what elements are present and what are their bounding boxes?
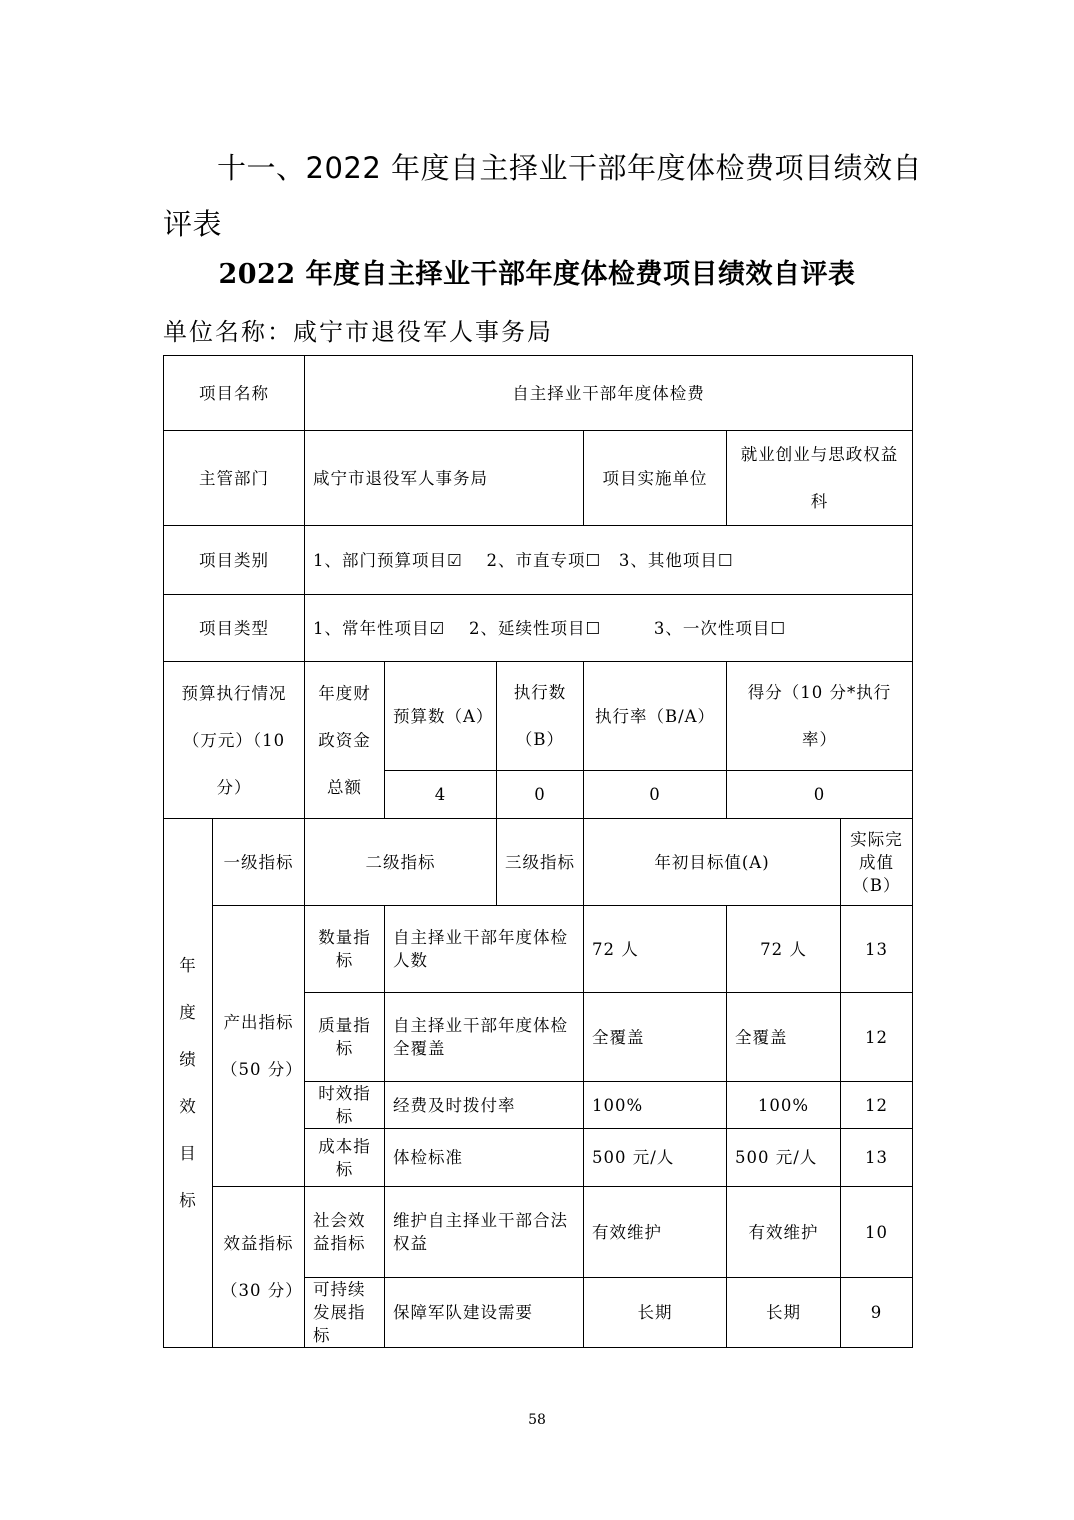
header-level1: 一级指标 [213,819,305,906]
project-name-label: 项目名称 [164,356,305,431]
indicator-actual: 500 元/人 [727,1129,841,1187]
indicator-level3: 经费及时拨付率 [385,1082,584,1129]
header-level3: 三级指标 [497,819,584,906]
row-type [164,595,913,662]
form-title: 2022 年度自主择业干部年度体检费项目绩效自评表 [218,259,856,290]
row-category [164,526,913,595]
type-value: 1、常年性项目☑ 2、延续性项目☐ 3、一次性项目☐ [305,595,913,662]
type-label: 项目类型 [164,595,305,662]
indicator-level3: 体检标准 [385,1129,584,1187]
indicator-target: 500 元/人 [584,1129,727,1187]
annual-fund-label: 年度财政资金总额 [305,662,385,819]
indicator-row [164,1187,913,1278]
indicator-target: 全覆盖 [584,993,727,1082]
indicator-level2: 社会效益指标 [305,1187,385,1278]
header-level2: 二级指标 [305,819,497,906]
indicator-actual: 100% [727,1082,841,1129]
executed-amount-label: 执行数（B） [497,662,584,771]
indicator-row [164,906,913,993]
indicator-level2: 可持续发展指标 [305,1278,385,1348]
department-value: 咸宁市退役军人事务局 [305,431,584,526]
section-heading: 十一、2022 年度自主择业干部年度体检费项目绩效自评表 [163,151,923,241]
indicator-score: 12 [841,993,913,1082]
budget-execution-label: 预算执行情况（万元）（10 分） [164,662,305,819]
indicator-score: 10 [841,1187,913,1278]
indicator-score: 12 [841,1082,913,1129]
executed-amount-value: 0 [497,771,584,819]
indicator-level3: 保障军队建设需要 [385,1278,584,1348]
department-label: 主管部门 [164,431,305,526]
row-budget-headers [164,662,913,771]
row-department [164,431,913,526]
indicator-actual: 长期 [727,1278,841,1348]
category-value: 1、部门预算项目☑ 2、市直专项☐ 3、其他项目☐ [305,526,913,595]
unit-name: 单位名称：咸宁市退役军人事务局 [163,318,553,346]
indicator-level3: 自主择业干部年度体检全覆盖 [385,993,584,1082]
indicator-target: 有效维护 [584,1187,727,1278]
category-label: 项目类别 [164,526,305,595]
indicator-actual: 有效维护 [727,1187,841,1278]
indicator-level2: 时效指标 [305,1082,385,1129]
row-project-name [164,356,913,431]
benefit-indicator-label: 效益指标（30 分） [213,1187,305,1348]
annual-performance-goal-text: 年度绩效目标 [179,956,197,1210]
annual-performance-goal-label [164,819,213,1348]
header-target: 年初目标值(A) [584,819,841,906]
implementing-unit-value: 就业创业与思政权益科 [727,431,913,526]
indicator-actual: 72 人 [727,906,841,993]
budget-score-value: 0 [727,771,913,819]
project-name-value: 自主择业干部年度体检费 [305,356,913,431]
header-actual: 实际完成值（B） [841,819,913,906]
execution-rate-label: 执行率（B/A） [584,662,727,771]
indicator-level3: 自主择业干部年度体检人数 [385,906,584,993]
budget-amount-label: 预算数（A） [385,662,497,771]
indicator-actual: 全覆盖 [727,993,841,1082]
indicator-score: 13 [841,906,913,993]
budget-score-label: 得分（10 分*执行率） [727,662,913,771]
indicator-level2: 成本指标 [305,1129,385,1187]
budget-amount-value: 4 [385,771,497,819]
indicator-target: 72 人 [584,906,727,993]
page-number: 58 [528,1412,546,1428]
row-indicator-headers [164,819,913,906]
indicator-score: 9 [841,1278,913,1348]
performance-table [163,355,913,1348]
indicator-target: 长期 [584,1278,727,1348]
indicator-target: 100% [584,1082,727,1129]
indicator-level2: 数量指标 [305,906,385,993]
output-indicator-label: 产出指标（50 分） [213,906,305,1187]
indicator-level3: 维护自主择业干部合法权益 [385,1187,584,1278]
implementing-unit-label: 项目实施单位 [584,431,727,526]
indicator-score: 13 [841,1129,913,1187]
execution-rate-value: 0 [584,771,727,819]
indicator-level2: 质量指标 [305,993,385,1082]
